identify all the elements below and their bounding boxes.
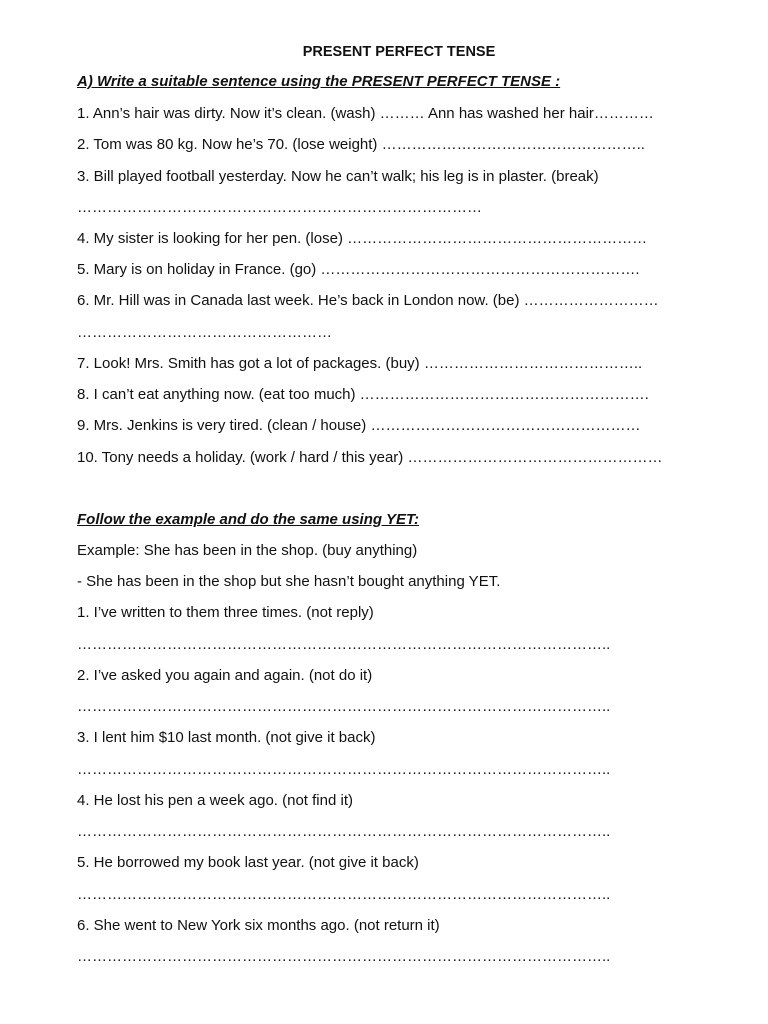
exercise-b-line: 3. I lent him $10 last month. (not give it back) [77,729,376,746]
exercise-a-line: 5. Mary is on holiday in France. (go) ………………………………………………………. [77,261,640,278]
answer-dotted-line: …………………………………………………………………………………………….. [77,698,611,715]
answer-dotted-line: …………………………………………… [77,324,332,341]
example-line: Example: She has been in the shop. (buy anything) [77,542,418,559]
exercise-a-line: 10. Tony needs a holiday. (work / hard / this year) …………………………………………… [77,449,663,466]
exercise-a-line: 7. Look! Mrs. Smith has got a lot of packages. (buy) …………………………………….. [77,355,643,372]
exercise-a-line: 9. Mrs. Jenkins is very tired. (clean / house) ……………………………………………… [77,417,641,434]
exercise-b-line: 1. I’ve written to them three times. (not reply) [77,604,374,621]
exercise-a-line: 8. I can’t eat anything now. (eat too much) …………………………………………………. [77,386,649,403]
page-title: PRESENT PERFECT TENSE [302,44,496,60]
exercise-a-line: 4. My sister is looking for her pen. (lose) …………………………………………………… [77,230,648,247]
answer-dotted-line: …………………………………………………………………………………………….. [77,948,611,965]
exercise-a-line: 3. Bill played football yesterday. Now he can’t walk; his leg is in plaster. (break) [77,168,599,185]
exercise-b-line: 2. I’ve asked you again and again. (not do it) [77,667,373,684]
exercise-b-line: 5. He borrowed my book last year. (not give it back) [77,854,419,871]
answer-dotted-line: …………………………………………………………………………………………….. [77,823,611,840]
exercise-a-line: 6. Mr. Hill was in Canada last week. He’s back in London now. (be) ……………………… [77,292,659,309]
answer-dotted-line: …………………………………………………………………………………………….. [77,886,611,903]
section-a-heading: A) Write a suitable sentence using the PRESENT PERFECT TENSE : [77,73,561,90]
example-answer-line: - She has been in the shop but she hasn’t bought anything YET. [77,573,501,590]
answer-dotted-line: …………………………………………………………………………………………….. [77,761,611,778]
exercise-a-line: 1. Ann’s hair was dirty. Now it’s clean. (wash) ……… Ann has washed her hair………… [77,105,654,122]
exercise-a-line: 2. Tom was 80 kg. Now he’s 70. (lose weight) …………………………………………….. [77,136,645,153]
exercise-b-line: 4. He lost his pen a week ago. (not find it) [77,792,353,809]
answer-dotted-line: …………………………………………………………………………………………….. [77,636,611,653]
section-b-heading: Follow the example and do the same using YET: [77,511,420,528]
answer-dotted-line: ……………………………………………………………………… [77,199,482,216]
exercise-b-line: 6. She went to New York six months ago. (not return it) [77,917,440,934]
